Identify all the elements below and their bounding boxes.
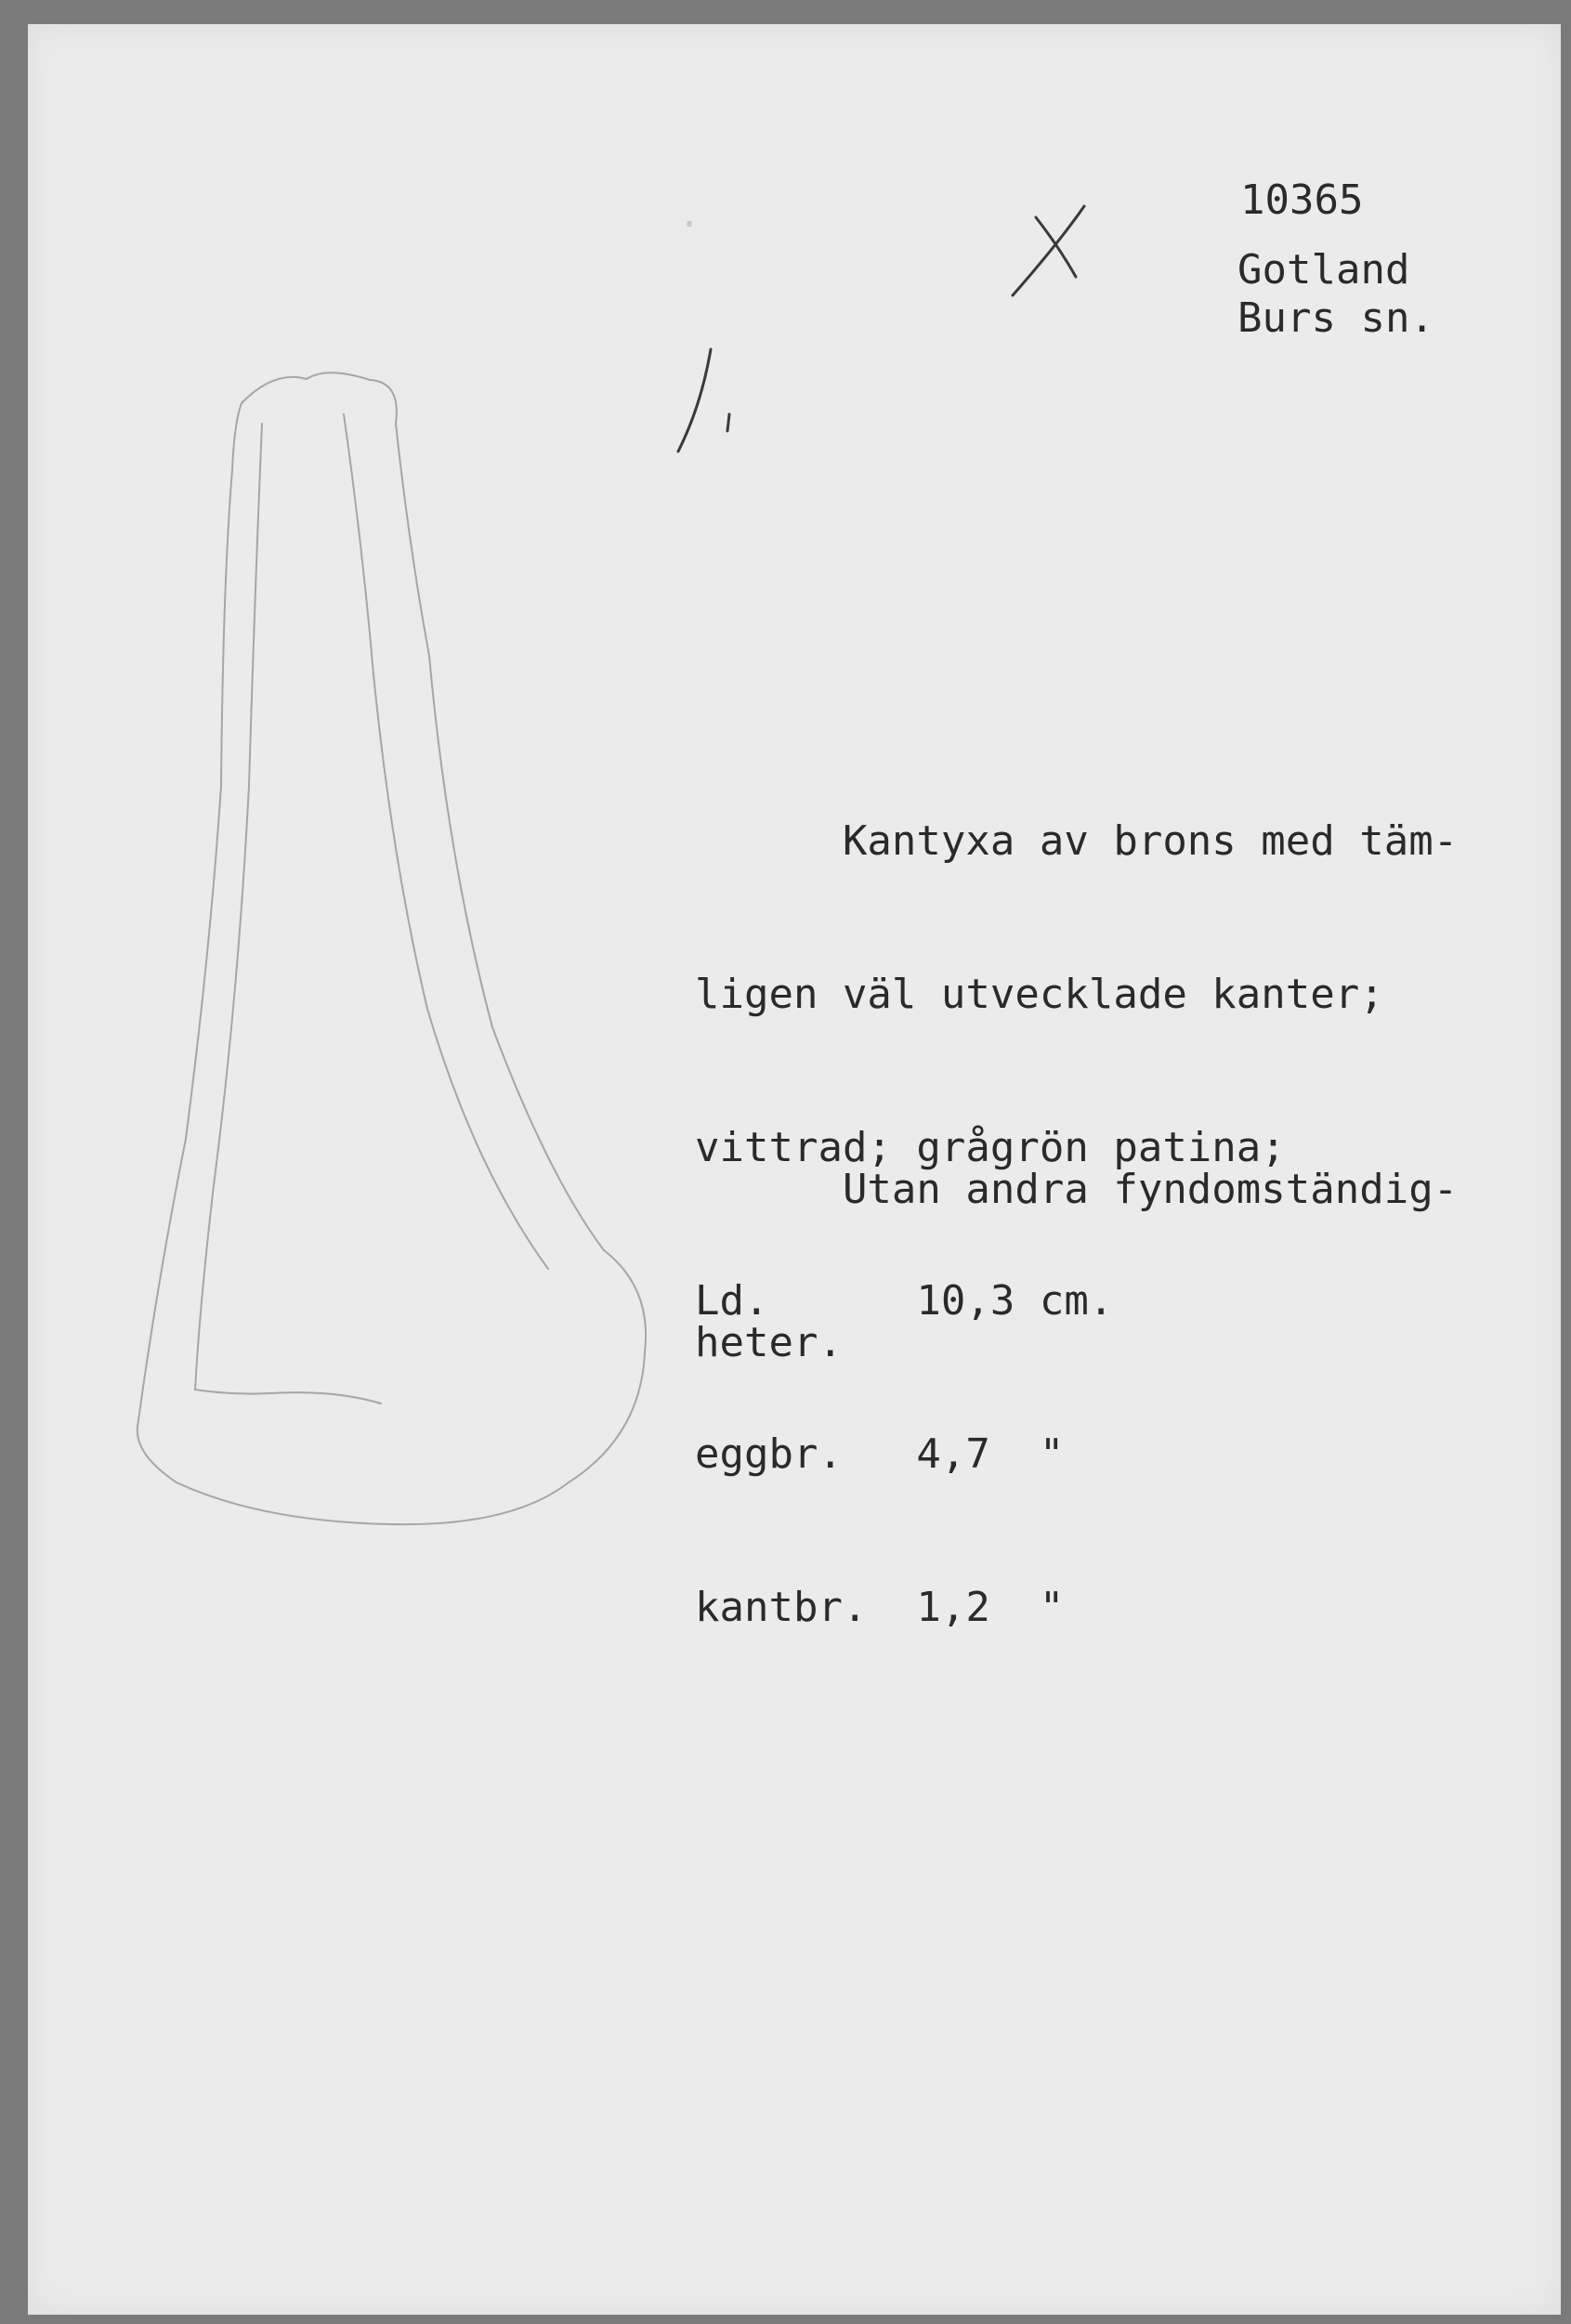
catalog-number: 10365 (1240, 176, 1364, 224)
faded-stamp-text: . (678, 193, 701, 236)
description-line: kantbr. 1,2 " (695, 1584, 1065, 1631)
description-line: vittrad; grågrön patina; (695, 1124, 1286, 1171)
description-line: Ld. 10,3 cm. (695, 1277, 1114, 1325)
circumstances-line: heter. (695, 1319, 843, 1366)
parish-label: Burs sn. (1237, 294, 1434, 342)
axe-left-edge-line (195, 424, 262, 1390)
axe-outline (137, 372, 646, 1524)
catalog-card (28, 24, 1561, 2315)
region-label: Gotland (1237, 246, 1410, 294)
circumstances-line: Utan andra fyndomständig- (695, 1166, 1459, 1213)
axe-right-edge-line (344, 414, 548, 1269)
description-line: ligen väl utvecklade kanter; (695, 971, 1384, 1018)
description-line: Kantyxa av brons med täm- (695, 817, 1459, 865)
axe-bevel-line (195, 1390, 381, 1404)
description-line: eggbr. 4,7 " (695, 1430, 1065, 1478)
axe-pencil-drawing (28, 24, 1561, 2315)
